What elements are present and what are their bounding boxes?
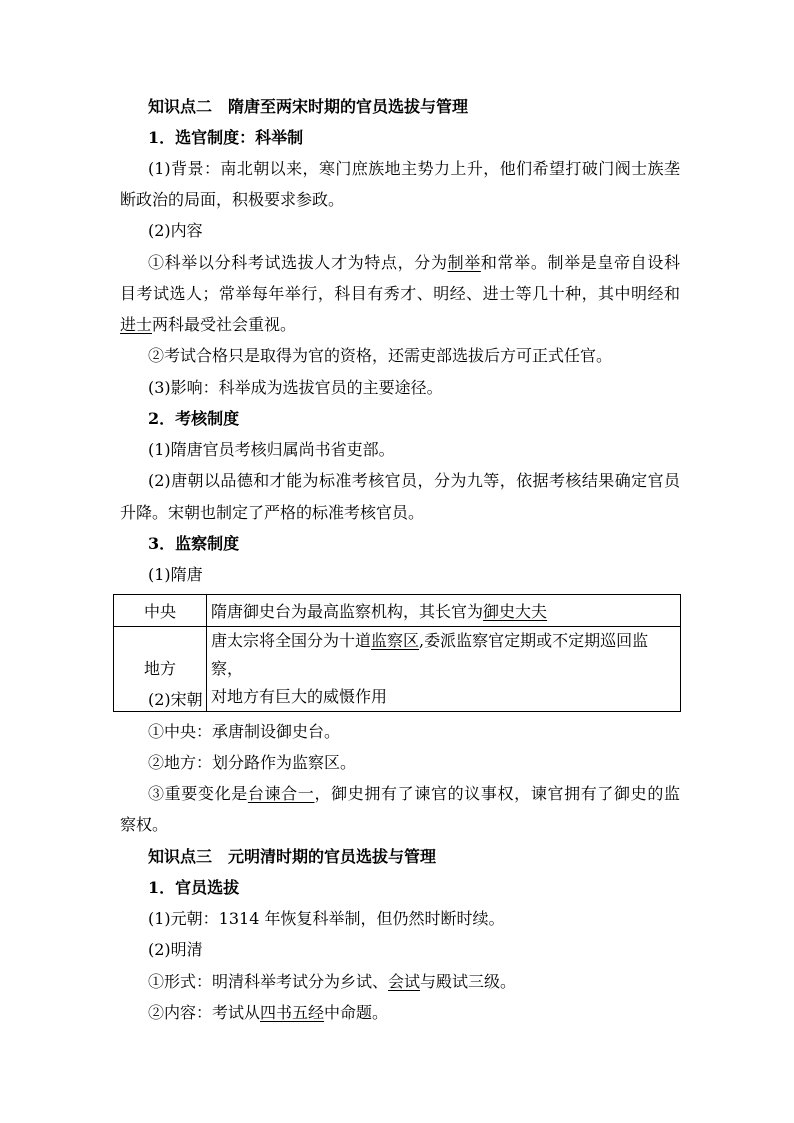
song-item-3-line-1 [148, 784, 680, 804]
text-span: 唐太宗将全国分为十道 [211, 631, 372, 650]
content-item-1-line-1 [148, 253, 680, 273]
text-span: ①科举以分科考试选拔人才为特点，分为 [148, 253, 448, 272]
text-span: 对地方有巨大的威慑作用 [211, 687, 388, 706]
background-line-2: 断政治的局面，积极要求参政。 [120, 190, 345, 209]
underlined-term-huishi: 会试 [388, 972, 421, 991]
central-label: 中央 [114, 595, 207, 627]
content-item-1-line-2: 目考试选人；常举每年举行，科目有秀才、明经、进士等几十种，其中明经和 [120, 284, 680, 303]
text-span: 隋唐御史台为最高监察机构，其长官为 [211, 602, 484, 621]
local-label: 地方 [114, 627, 207, 712]
kaohe-1: (1)隋唐官员考核归属尚书省吏部。 [148, 440, 395, 459]
content-item-1-line-3 [120, 315, 680, 335]
song-item-2: ②地方：划分路作为监察区。 [148, 753, 357, 772]
text-span: ①形式：明清科举考试分为乡试、 [148, 972, 389, 991]
central-cell [207, 595, 681, 627]
s2-title: 2．考核制度 [148, 409, 240, 428]
ming-qing-label: (2)明清 [148, 940, 203, 959]
table-row [114, 595, 681, 627]
section3-s1-title: 1．官员选拔 [148, 878, 240, 897]
influence: (3)影响：科举成为选拔官员的主要途径。 [148, 378, 443, 397]
form-item [148, 972, 680, 992]
underlined-term-yushidafu: 御史大夫 [483, 602, 548, 621]
text-span: ，御史拥有了谏官的议事权，谏官拥有了御史的监 [314, 784, 680, 803]
text-span: ②内容：考试从 [148, 1003, 261, 1022]
s1-title: 1．选官制度：科举制 [148, 128, 304, 147]
underlined-term-jinshi: 进士 [120, 315, 153, 334]
text-span: 和常举。制举是皇帝自设科 [480, 253, 680, 272]
text-span: 两科最受社会重视。 [152, 315, 297, 334]
text-span: ③重要变化是 [148, 784, 248, 803]
song-label: (2)宋朝 [148, 690, 203, 709]
section2-heading: 知识点二 隋唐至两宋时期的官员选拔与管理 [148, 97, 469, 116]
yuan-item: (1)元朝：1314 年恢复科举制，但仍然时断时续。 [148, 909, 505, 928]
background-line-1: (1)背景：南北朝以来，寒门庶族地主势力上升，他们希望打破门阀士族垄 [148, 159, 680, 178]
kaohe-2-line-1: (2)唐朝以品德和才能为标准考核官员，分为九等，依据考核结果确定官员 [148, 471, 680, 490]
kaohe-2-line-2: 升降。宋朝也制定了严格的标准考核官员。 [120, 503, 425, 522]
underlined-term-jianchaqu: 监察区 [371, 631, 420, 650]
content-title: (2)内容 [148, 221, 203, 240]
s3-title: 3．监察制度 [148, 534, 240, 553]
sui-tang-label: (1)隋唐 [148, 565, 203, 584]
song-item-1: ①中央：承唐制设御史台。 [148, 722, 341, 741]
section3-heading: 知识点三 元明清时期的官员选拔与管理 [148, 847, 437, 866]
underlined-term-zhiju: 制举 [447, 253, 481, 272]
content-item-2: ②考试合格只是取得为官的资格，还需吏部选拔后方可正式任官。 [148, 346, 613, 365]
song-item-3-line-2: 察权。 [120, 815, 169, 834]
underlined-term-taijianheyi: 台谏合一 [247, 784, 315, 803]
underlined-term-sishuwujing: 四书五经 [260, 1003, 325, 1022]
text-span: ,委派监察官定期或不定期巡回监察， [211, 631, 649, 678]
text-span: 中命题。 [324, 1003, 389, 1022]
text-span: 与殿试三级。 [420, 972, 517, 991]
content-item [148, 1003, 680, 1023]
